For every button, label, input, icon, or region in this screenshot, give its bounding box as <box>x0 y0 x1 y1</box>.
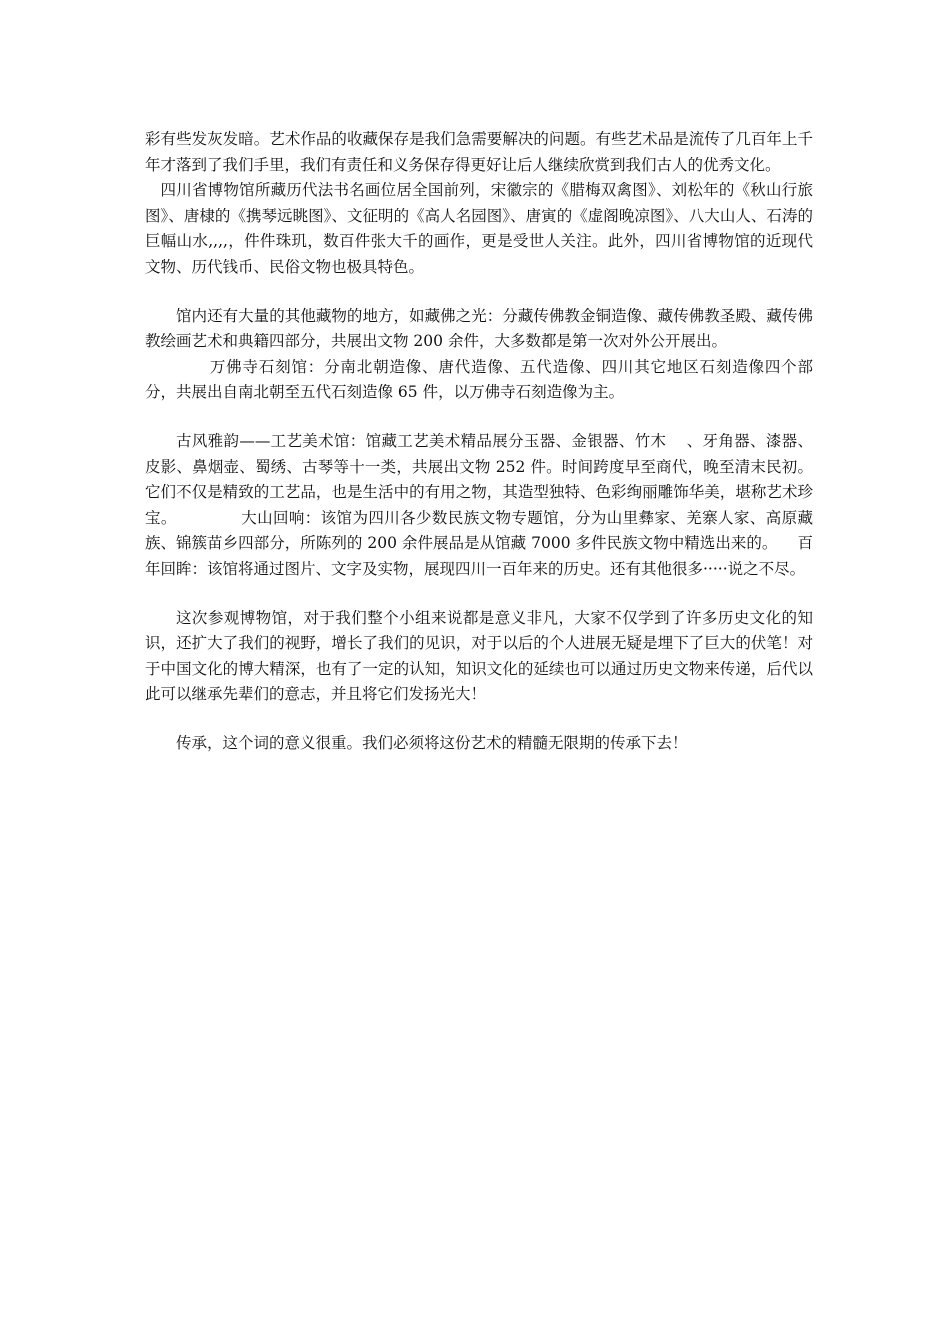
paragraph-gap <box>145 583 813 606</box>
paragraph-gap <box>145 406 813 429</box>
century-hall-text: 百年回眸：该馆将通过图片、文字及实物，展现四川一百年来的历史。还有其他很多·····说之不尽。 <box>145 534 813 578</box>
crafts-hall-text-rest: 、牙角器、漆器、皮影、鼻烟壶、蜀绣、古琴等十一类，共展出文物 252 件。时间跨度早至商代，晚至清末民初。它们不仅是精致的工艺品，也是生活中的有用之物，其造型独特、色彩绚丽雕饰华美，堪称艺术珍宝。 <box>145 431 813 527</box>
ethnic-hall-text: 大山回响：该馆为四川各少数民族文物专题馆，分为山里彝家、羌寨人家、高原藏族、锦簇苗乡四部分，所陈列的 200 余件展品是从馆藏 7000 多件民族文物中精选出来的。 <box>145 508 813 553</box>
wanfo-temple-text: 万佛寺石刻馆：分南北朝造像、唐代造像、五代造像、四川其它地区石刻造像四个部分，共展出自南北朝至五代石刻造像 65 件，以万佛寺石刻造像为主。 <box>145 357 813 402</box>
paragraph-gap <box>145 281 813 304</box>
crafts-hall-text-start: 古风雅韵——工艺美术馆：馆藏工艺美术精品展分玉器、金银器、竹木 <box>176 431 667 450</box>
paragraph-painting-collection: 四川省博物馆所藏历代法书名画位居全国前列，宋徽宗的《腊梅双禽图》、刘松年的《秋山行旅图》、唐棣的《携琴远眺图》、文征明的《高人名园图》、唐寅的《虚阁晚凉图》、八大山人、石涛的巨幅山水,,,,，件件珠玑，数百件张大千的画作，更是受世人关注。此外，四川省博物馆的近现代文物、历代钱币、民俗文物也极具特色。 <box>145 181 813 276</box>
paragraph-crafts-halls <box>145 429 813 583</box>
paragraph-gap <box>145 708 813 731</box>
paragraph-inheritance-conclusion: 传承，这个词的意义很重。我们必须将这份艺术的精髓无限期的传承下去！ <box>176 733 688 752</box>
paragraph-tibetan-buddhism-hall: 馆内还有大量的其他藏物的地方，如藏佛之光：分藏传佛教金铜造像、藏传佛教圣殿、藏传佛教绘画艺术和典籍四部分，共展出文物 200 余件，大多数都是第一次对外公开展出。 <box>145 306 813 351</box>
paragraph-wanfo-temple-hall <box>145 355 813 406</box>
document-body <box>145 127 813 756</box>
paragraph-art-preservation: 彩有些发灰发暗。艺术作品的收藏保存是我们急需要解决的问题。有些艺术品是流传了几百年上千年才落到了我们手里，我们有责任和义务保存得更好让后人继续欣赏到我们古人的优秀文化。 <box>145 130 813 174</box>
paragraph-visit-reflection: 这次参观博物馆，对于我们整个小组来说都是意义非凡，大家不仅学到了许多历史文化的知识，还扩大了我们的视野，增长了我们的见识，对于以后的个人进展无疑是埋下了巨大的伏笔！对于中国文化的博大精深，也有了一定的认知，知识文化的延续也可以通过历史文物来传递，后代以此可以继承先辈们的意志，并且将它们发扬光大！ <box>145 608 813 704</box>
